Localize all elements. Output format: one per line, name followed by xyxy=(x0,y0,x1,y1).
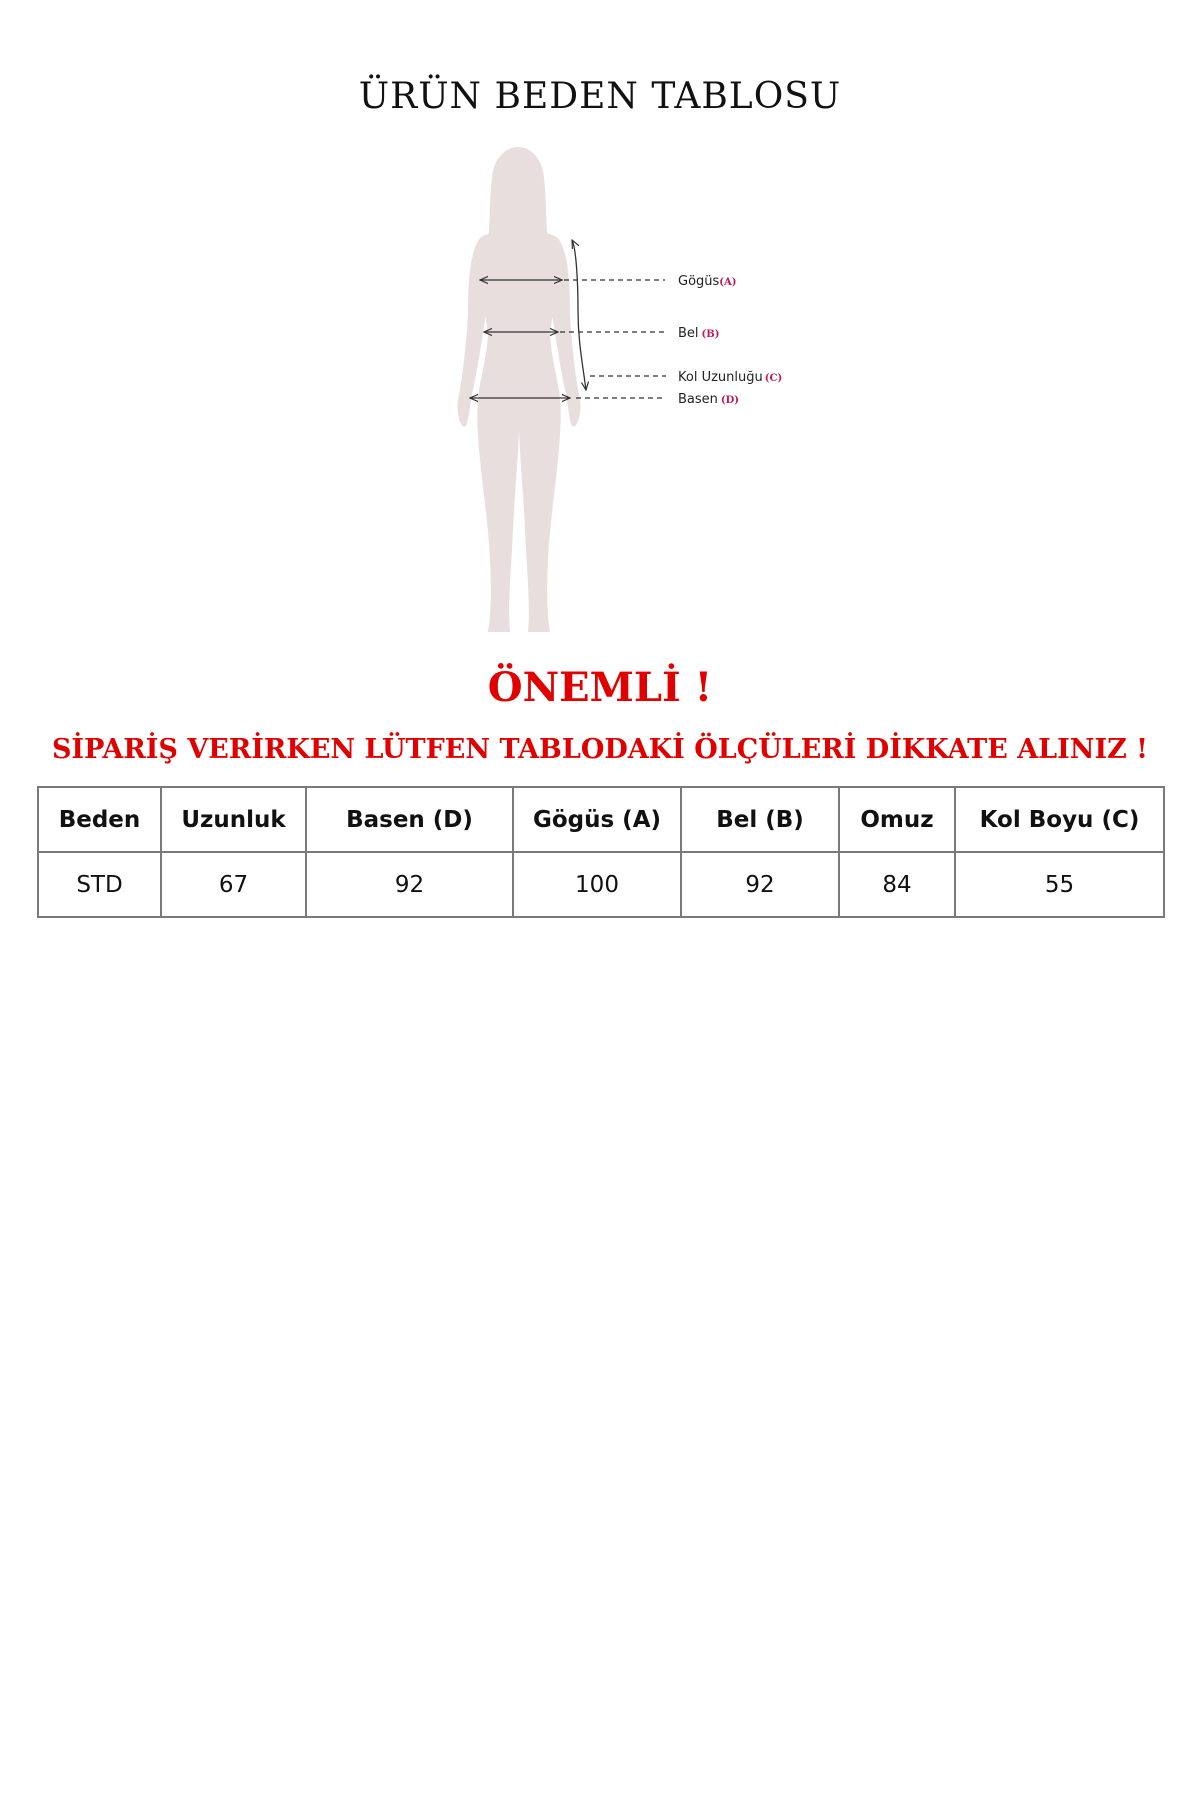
order-warning: SİPARİŞ VERİRKEN LÜTFEN TABLODAKİ ÖLÇÜLERİ DİKKATE ALINIZ ! xyxy=(51,734,1149,765)
table-cell: 67 xyxy=(161,852,306,917)
letter-sleeve: (C) xyxy=(764,373,783,384)
table-cell: 92 xyxy=(681,852,839,917)
header-cell: Omuz xyxy=(839,787,955,852)
header-cell: Gögüs (A) xyxy=(513,787,681,852)
letter-chest: (A) xyxy=(719,277,737,288)
header-cell: Basen (D) xyxy=(306,787,513,852)
svg-text:Bel(B) xyxy=(678,326,719,341)
label-sleeve: Kol Uzunluğu xyxy=(678,370,763,385)
table-row xyxy=(38,852,1164,917)
table-header-row xyxy=(38,787,1164,852)
measure-legend xyxy=(678,274,782,407)
important-heading: ÖNEMLİ ! xyxy=(487,664,713,711)
body-silhouette xyxy=(457,147,580,632)
size-table xyxy=(37,786,1165,918)
table-cell: STD xyxy=(38,852,161,917)
page-title: ÜRÜN BEDEN TABLOSU xyxy=(358,76,842,117)
table-cell: 100 xyxy=(513,852,681,917)
header-cell: Kol Boyu (C) xyxy=(955,787,1164,852)
table-cell: 92 xyxy=(306,852,513,917)
measurement-diagram xyxy=(400,140,820,640)
label-hip: Basen xyxy=(678,392,718,407)
svg-text:Basen(D) xyxy=(678,392,739,407)
letter-waist: (B) xyxy=(701,329,720,340)
label-waist: Bel xyxy=(678,326,699,341)
table-cell: 84 xyxy=(839,852,955,917)
header-cell: Uzunluk xyxy=(161,787,306,852)
header-cell: Beden xyxy=(38,787,161,852)
svg-text:Gögüs(A) xyxy=(678,274,737,289)
svg-text:Kol Uzunluğu(C) xyxy=(678,370,782,385)
table-cell: 55 xyxy=(955,852,1164,917)
letter-hip: (D) xyxy=(720,395,740,406)
header-cell: Bel (B) xyxy=(681,787,839,852)
label-chest: Gögüs xyxy=(678,274,720,289)
